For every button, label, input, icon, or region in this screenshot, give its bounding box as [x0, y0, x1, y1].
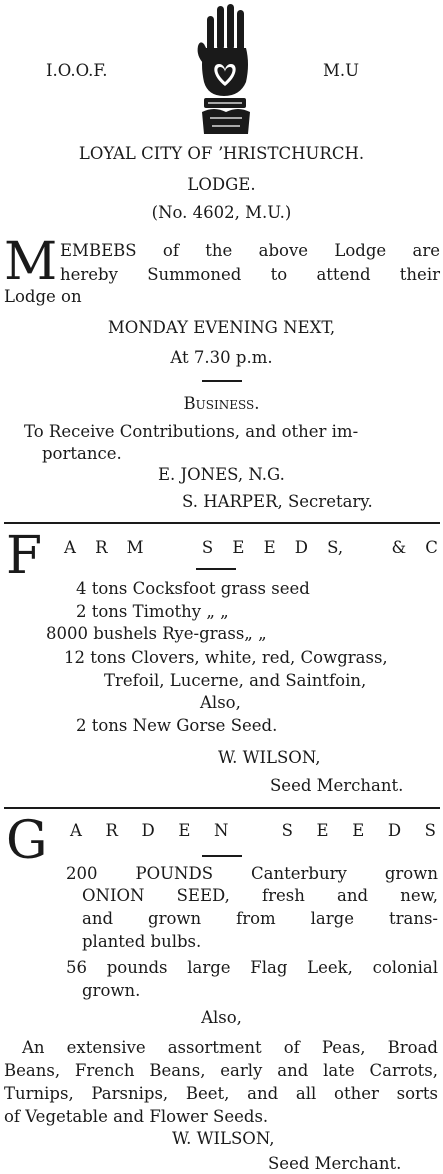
meeting-day: MONDAY EVENING NEXT, [107, 318, 336, 337]
lodge-para-line-3: Lodge on [4, 287, 82, 306]
business-line-2: portance. [42, 444, 122, 463]
short-divider [196, 568, 236, 570]
farm-heading-letter: R [95, 538, 108, 557]
garden-heading-letter: E [316, 821, 329, 840]
lodge-para-line-1: EMBEBS of the above Lodge are [60, 241, 440, 260]
lodge-type: LODGE. [187, 175, 256, 194]
signatory-secretary: S. HARPER, Secretary. [182, 492, 373, 511]
farm-heading-letter: C [425, 538, 438, 557]
garden-item1-line: planted bulbs. [82, 932, 202, 951]
garden-heading-letter: E [178, 821, 191, 840]
garden-heading [70, 823, 436, 840]
garden-item1-line: ONION SEED, fresh and new, [82, 886, 438, 905]
garden-para-line: of Vegetable and Flower Seeds. [4, 1107, 269, 1126]
garden-drop-cap: G [6, 811, 48, 871]
farm-item-list-item: 2 tons New Gorse Seed. [76, 716, 278, 735]
garden-also: Also, [201, 1008, 242, 1027]
farm-item-list-item: 4 tons Cocksfoot grass seed [76, 579, 310, 598]
lodge-name: LOYAL CITY OF ʼHRISTCHURCH. [78, 144, 365, 163]
business-line-1: To Receive Contributions, and other im- [24, 422, 359, 441]
lodge-para-line-2: hereby Summoned to attend their [60, 265, 440, 284]
farm-item-list-item: Also, [200, 693, 241, 712]
garden-para-line: Turnips, Parsnips, Beet, and all other sorts [4, 1084, 438, 1103]
lodge-drop-cap: M [4, 232, 58, 292]
garden-merchant-name: W. WILSON, [172, 1129, 275, 1148]
business-heading: Business. [183, 394, 260, 413]
farm-item-list-item: 2 tons Timothy „ „ [76, 602, 229, 621]
garden-merchant-title: Seed Merchant. [268, 1154, 402, 1173]
garden-para-line: An extensive assortment of Peas, Broad [22, 1038, 438, 1057]
farm-heading-letter: E [232, 538, 245, 557]
short-divider [202, 855, 242, 857]
garden-item2-line: grown. [82, 981, 141, 1000]
farm-merchant-name: W. WILSON, [218, 748, 321, 767]
farm-heading-letter: M [126, 538, 144, 557]
mu-label: M.U [323, 61, 360, 80]
farm-heading-letter: D [294, 538, 308, 557]
garden-heading-letter: N [214, 821, 229, 840]
farm-drop-cap: F [6, 526, 43, 586]
signatory-ng: E. JONES, N.G. [158, 465, 285, 484]
garden-para-line: Beans, French Beans, early and late Carrots, [4, 1061, 438, 1080]
short-divider [202, 380, 242, 382]
garden-item1-line: 200 POUNDS Canterbury grown [66, 864, 438, 883]
section-divider [4, 807, 440, 809]
garden-heading-letter: A [70, 821, 82, 840]
lodge-number: (No. 4602, M.U.) [151, 203, 292, 222]
hand-and-heart-emblem-icon [190, 2, 266, 135]
farm-merchant-title: Seed Merchant. [270, 776, 404, 795]
meeting-time: At 7.30 p.m. [170, 348, 273, 367]
garden-item2-line: 56 pounds large Flag Leek, colonial [66, 958, 438, 977]
ioof-label: I.O.O.F. [46, 61, 108, 80]
garden-heading-letter: R [105, 821, 118, 840]
farm-heading-letter: S, [327, 538, 344, 557]
garden-heading-letter: D [387, 821, 402, 840]
garden-heading-letter: D [141, 821, 155, 840]
garden-item1-line: and grown from large trans- [82, 909, 438, 928]
farm-heading [64, 540, 438, 557]
garden-heading-letter: E [352, 821, 365, 840]
garden-heading-letter: S [281, 821, 293, 840]
farm-item-list-item: 8000 bushels Rye-grass„ „ [46, 624, 267, 643]
farm-item-list-item: 12 tons Clovers, white, red, Cowgrass, [64, 648, 388, 667]
farm-heading-letter: & [391, 538, 407, 557]
section-divider [4, 522, 440, 524]
farm-heading-letter: E [263, 538, 276, 557]
farm-heading-letter: S [201, 538, 214, 557]
farm-item-list-item: Trefoil, Lucerne, and Saintfoin, [104, 671, 367, 690]
garden-heading-letter: S [424, 821, 436, 840]
farm-heading-letter: A [64, 538, 76, 557]
